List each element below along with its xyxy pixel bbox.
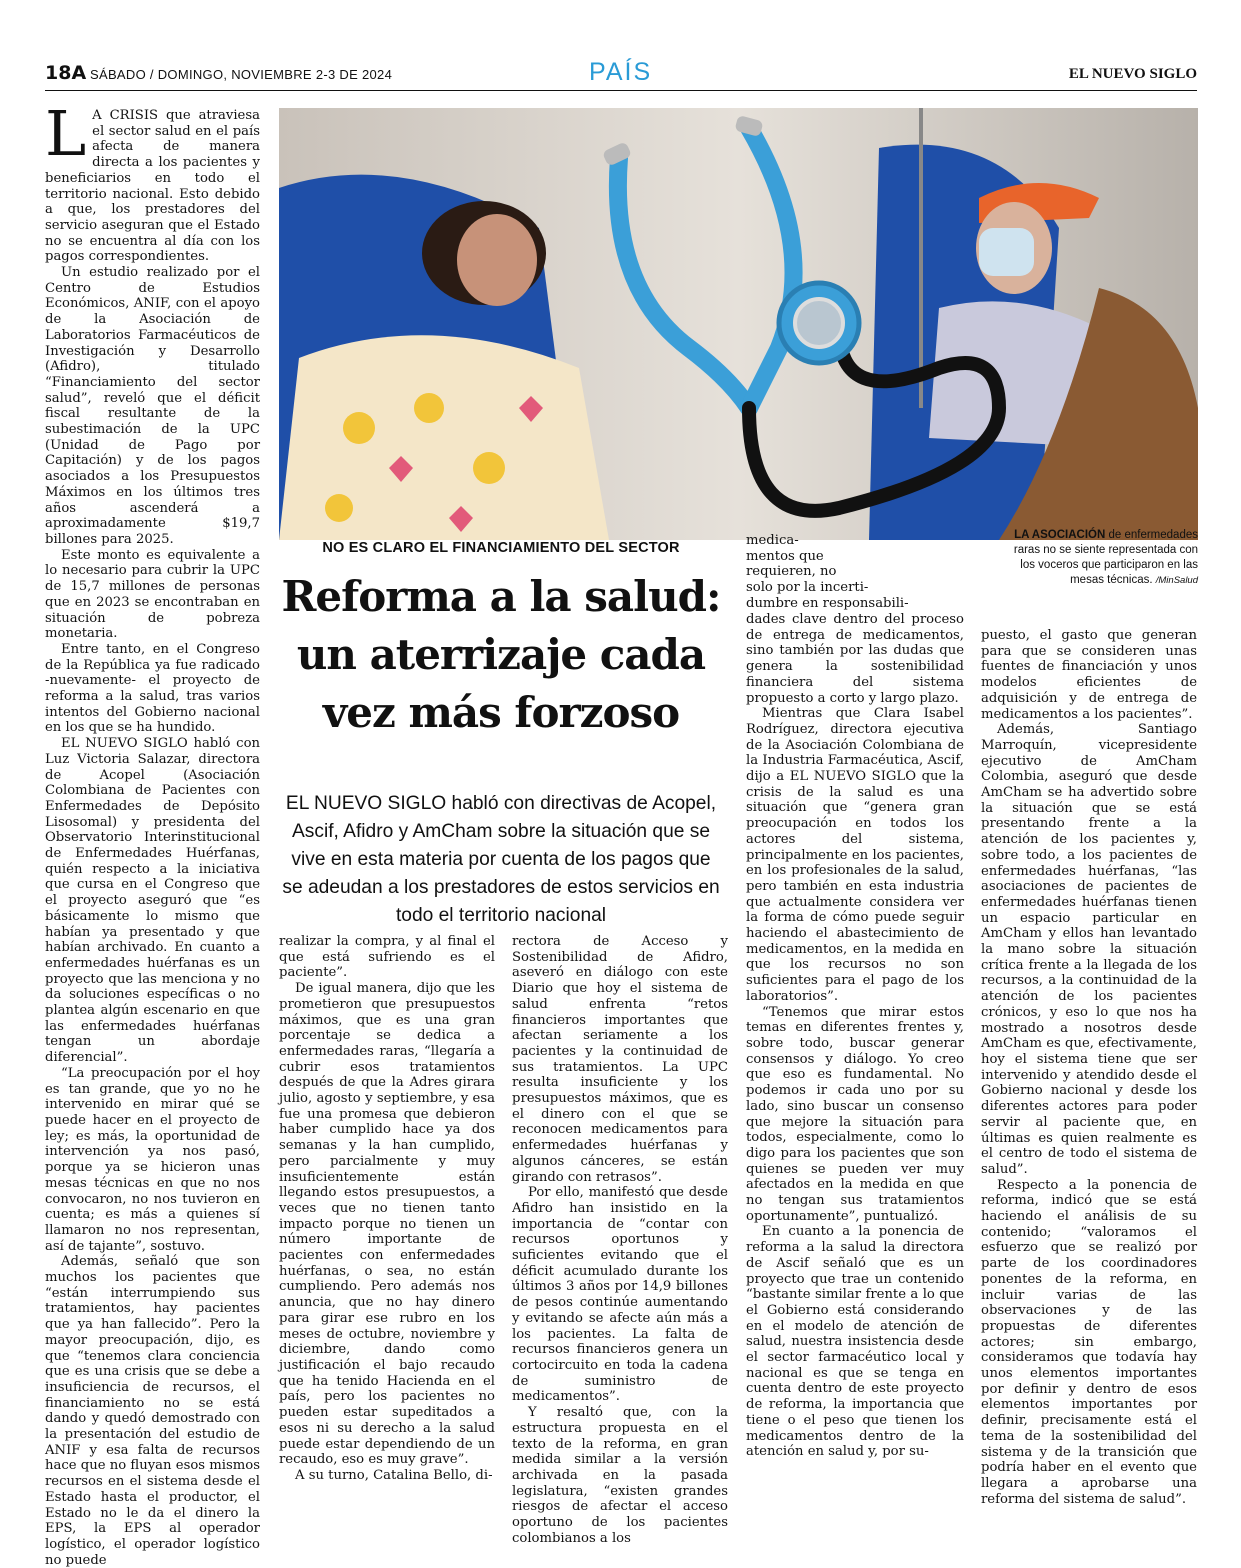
paragraph: De igual manera, dijo que les prometieron que presupuestos máximos, que es una gran porcentaje se dedica a enfermedades raras, “llegaría a cubrir esos tratamientos después de que la Adres girara julio, agosto y septiembre, y esa fue una promesa que debieron haber cumplido hace ya dos semanas y la han cumplido, pero parcialmente y muy insuficientemente están llegando estos presupuestos, a veces que no tienen tanto impacto porque no tienen un número importante de pacientes con enfermedades huérfanas, o sea, no están cumpliendo. Pero además nos anuncia, que no hay dinero para girar ese rubro en los meses de octubre, noviembre y diciembre, dando como justificación el bajo recaudo que ha tenido Hacienda en el país, pero los pacientes no pueden estar supeditados a esos ni su derecho a la salud puede estar dependiendo de un recaudo, eso es muy grave”. (279, 981, 495, 1468)
paragraph: rectora de Acceso y Sostenibilidad de Afidro, aseveró en diálogo con este Diario que hoy el sistema de salud enfrenta “retos financieros importantes que afectan seriamente a los pacientes y la continuidad de sus tratamientos. La UPC resulta insuficiente y los presupuestos máximos, que es el dinero con el que se reconocen medicamentos para enfermedades huérfanas y algunos cánceres, se están girando con retrasos”. (512, 934, 728, 1185)
face-mask (979, 228, 1034, 276)
patient-face (457, 214, 537, 306)
patients-stethoscope-illustration (279, 108, 1198, 540)
article-column-2 (279, 934, 495, 1484)
paragraph: “La preocupación por el hoy es tan grande, que yo no he intervenido en mirar qué se puede hacer en el proyecto de ley; es más, la oportunidad de intervención ya nos pasó, porque ya se hicieron unas mesas técnicas en que no nos convocaron, no nos tuvieron en cuenta; es más a quienes sí llamaron no nos representan, así de tajante”, sostuvo. (45, 1065, 260, 1254)
paragraph: Este monto es equivalente a lo necesario para cubrir la UPC de 15,7 millones de personas que en 2023 se encontraban en situación de pobreza monetaria. (45, 547, 260, 642)
article-column-5 (981, 628, 1197, 1507)
issue-date: SÁBADO / DOMINGO, NOVIEMBRE 2-3 DE 2024 (90, 67, 393, 82)
paragraph: Un estudio realizado por el Centro de Estudios Económicos, ANIF, con el apoyo de la Asociación de Laboratorios Farmacéuticos de Investigación y Desarrollo (Afidro), titulado “Financiamiento del sector salud”, reveló que el déficit fiscal resultante de la subestimación de la UPC (Unidad de Pago por Capitación) y de los pagos asociados a los Presupuestos Máximos en los últimos tres años ascenderá a aproximadamente $19,7 billones para 2025. (45, 265, 260, 547)
photo-caption (1000, 528, 1198, 588)
iv-pole (919, 108, 923, 408)
paragraph: Mientras que Clara Isabel Rodríguez, directora ejecutiva de la Asociación Colombiana de la Industria Farmacéutica, Ascif, dijo a EL NUEVO SIGLO que la crisis de la salud es una situación que “genera gran preocupación en todos los actores del sistema, principalmente en los pacientes, en los profesionales de la salud, pero también en esta industria que actualmente considera ver la forma de cómo puede seguir haciendo el abastecimiento de medicamentos, en la medida en que los recursos no son suficientes para el pago de los laboratorios”. (746, 706, 964, 1004)
paragraph: dades clave dentro del proceso de entrega de medicamentos, sino también por las dudas que genera la sostenibilidad financiera del sistema propuesto a corto y largo plazo. (746, 612, 964, 706)
article-photo (279, 108, 1198, 540)
deck-subtitle: EL NUEVO SIGLO habló con directivas de Acopel, Ascif, Afidro y AmCham sobre la situación que se vive en esta materia por cuenta de los pagos que se adeudan a los prestadores de estos servicios en todo el territorio nacional (282, 793, 720, 926)
wrap-line: medica- (746, 533, 799, 548)
paragraph: EL NUEVO SIGLO habló con Luz Victoria Salazar, directora de Acopel (Asociación Colombiana de Pacientes con Enfermedades de Depósito Lisosomal) y presidenta del Observatorio Interinstitucional de Enfermedades Huérfanas, quién respecto a la iniciativa que cursa en el Congreso que el proyecto aseguró que “es básicamente lo mismo que habían ya presentado y que habían archivado. En cuanto a enfermedades huérfanas es un proyecto que las menciona y no da soluciones específicas o no plantea algún escenario en que las enfermedades huérfanas tengan un abordaje diferencial”. (45, 736, 260, 1066)
wrap-line: dumbre en responsabili- (746, 595, 909, 611)
page-number: 18A (45, 62, 87, 84)
paragraph: Y resaltó que, con la estructura propuesta en el texto de la reforma, en gran medida similar a la versión archivada en la pasada legislatura, “existen grandes riesgos de afectar el acceso oportuno de los pacientes colombianos a los (512, 1405, 728, 1546)
wrap-line: requieren, no (746, 564, 837, 580)
paragraph: Por ello, manifestó que desde Afidro han insistido en la importancia de “contar con recursos oportunos y suficientes evitando que el déficit acumulado durante los últimos 3 años por 14,9 billones de pesos continúe aumentando y evitando se afecte aún más a los pacientes. La falta de recursos financieros genera un cortocircuito en toda la cadena de suministro de medicamentos”. (512, 1185, 728, 1405)
paragraph: puesto, el gasto que generan para que se consideren unas fuentes de financiación y unos modelos eficientes de adquisición y de entrega de medicamentos a los pacientes”. (981, 628, 1197, 722)
section-title: PAÍS (589, 58, 653, 86)
paragraph: Además, señaló que son muchos los pacientes que “están interrumpiendo sus tratamientos, hay pacientes que ya han fallecido”. Pero la mayor preocupación, dijo, es que “tenemos clara conciencia que es una crisis que se debe a insuficiencia de recursos, el financiamiento no se está dando y quedó demostrado con la presentación del estudio de ANIF y esa falta de recursos hace que no fluyan esos mismos recursos en el sistema desde el Estado hasta el productor, el Estado no le da el dinero la EPS, la EPS al operador logístico, el operador logístico no puede (45, 1254, 260, 1568)
photo-credit: /MinSalud (1155, 575, 1198, 586)
paragraph: Además, Santiago Marroquín, vicepresidente ejecutivo de AmCham Colombia, aseguró que desde AmCham se ha advertido sobre la situación que se está presentando frente a la atención de los pacientes y, sobre todo, a los pacientes de enfermedades huérfanas, “las asociaciones de pacientes de enfermedades huérfanas tienen un espacio particular en AmCham y ellos han levantado la mano sobre la situación crítica frente a la llegada de los recursos, a la continuidad de la atención de los pacientes crónicos, y eso lo que nos ha mostrado a nosotros desde AmCham es que, efectivamente, hoy el sistema tiene que ser intervenido y atendido desde el Gobierno nacional y desde los diferentes actores para poder servir al paciente que, en últimas es quien realmente es el centro de todo el sistema de salud”. (981, 722, 1197, 1177)
paragraph: “Tenemos que mirar estos temas en diferentes frentes y, sobre todo, buscar generar consensos y diálogo. Yo creo que eso es fundamental. No podemos ir cada uno por su lado, sino buscar un consenso que mejore la situación para todos, especialmente, como lo digo para los pacientes que son quienes se pueden ver muy afectados en la medida en que no tengan sus tratamientos oportunamente”, puntualizó. (746, 1004, 964, 1224)
article-column-4 (746, 612, 964, 1460)
paragraph: En cuanto a la ponencia de reforma a la salud la directora de Ascif señaló que es un proyecto que trae un contenido “bastante similar frente a lo que el Gobierno está considerando en el modelo de atención de salud, nuestra insistencia desde el sector farmacéutico local y nacional es que se tenga en cuenta dentro de este proyecto de reforma, la importancia que tiene o el peso que tienen los medicamentos dentro de la atención en salud y, por su- (746, 1224, 964, 1460)
article-column-1 (45, 97, 260, 1568)
first-paragraph: L A CRISIS que atraviesa el sector salud en el país afecta de manera directa a los pacientes y beneficiarios en todo el territorio nacional. Esto debido a que, los prestadores del servicio aseguran que el Estado no se encuentra al día con los pagos correspondientes. (45, 97, 260, 265)
paragraph: Respecto a la ponencia de reforma, indicó que se está haciendo el análisis de su contenido; “valoramos el esfuerzo que se realizó por parte de los coordinadores ponentes de la reforma, en incluir varias de las observaciones y de las propuestas de diferentes actores; sin embargo, consideramos que todavía hay unos elementos importantes por definir y dentro de esos elementos importantes por definir, precisamente está el tema de la sostenibilidad del sistema y de la transición que podría haber en el evento que llegara a aprobarse una reforma del sistema de salud”. (981, 1177, 1197, 1507)
article-column-4-wrap (746, 533, 946, 612)
headline: Reforma a la salud: un aterrizaje cada vez más forzoso (281, 572, 721, 737)
page-header (45, 58, 1197, 90)
newspaper-brand: EL NUEVO SIGLO (1068, 66, 1197, 82)
kicker: NO ES CLARO EL FINANCIAMIENTO DEL SECTOR (322, 540, 680, 556)
paragraph: A su turno, Catalina Bello, di- (295, 1467, 493, 1483)
wrap-line: mentos que (746, 548, 824, 564)
drop-cap: L (45, 97, 87, 170)
caption-text: de enfermedades raras no se siente representada con los voceros que participaron en las mesas técnicas. (1013, 529, 1198, 586)
article-column-3 (512, 934, 728, 1546)
caption-lead: LA ASOCIACIÓN (1014, 529, 1106, 541)
header-rule (45, 90, 1197, 91)
paragraph: Entre tanto, en el Congreso de la República ya fue radicado -nuevamente- el proyecto de reforma a la salud, tras varios intentos del Gobierno nacional en los que se ha hundido. (45, 641, 260, 736)
wrap-line: solo por la incerti- (746, 580, 869, 596)
paragraph: realizar la compra, y al final el que está sufriendo es el paciente”. (279, 934, 495, 981)
